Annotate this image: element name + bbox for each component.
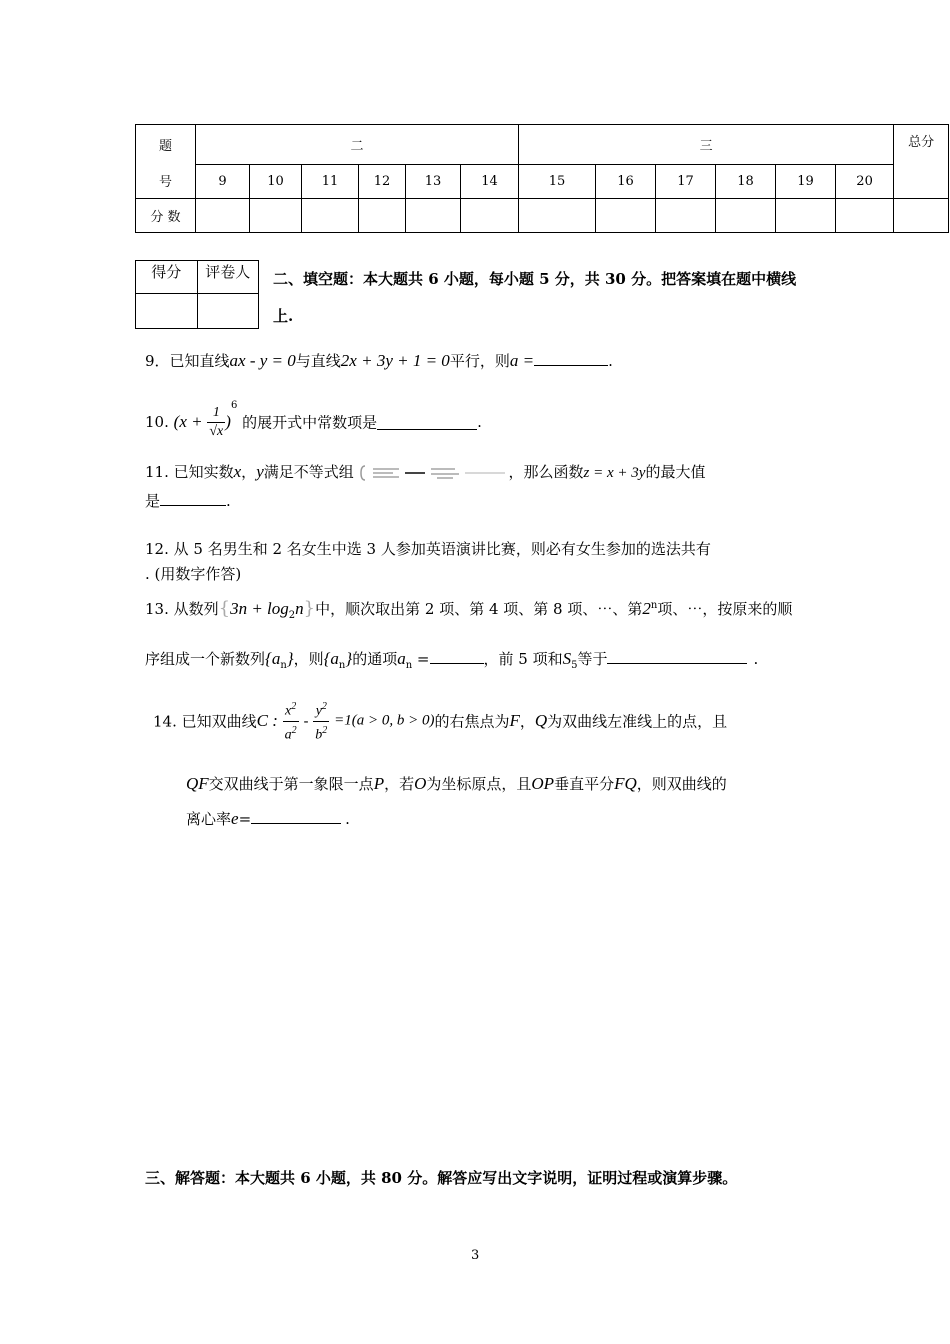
- q14-text3: 为双曲线左准线上的点，且: [547, 712, 728, 731]
- question-number: 13: [406, 164, 461, 198]
- q14-line2-c: 为坐标原点，且: [426, 775, 532, 793]
- q14-line3: 离心率: [186, 810, 232, 828]
- score-cell[interactable]: [596, 198, 656, 232]
- q9-end: .: [608, 352, 613, 370]
- grader-score-label: 得分: [136, 261, 198, 294]
- q14-b: b: [315, 727, 323, 743]
- question-number: 12: [359, 164, 406, 198]
- score-cell[interactable]: [359, 198, 406, 232]
- score-cell[interactable]: [302, 198, 359, 232]
- answer-blank[interactable]: [251, 809, 341, 824]
- grader-reviewer-cell[interactable]: [197, 294, 259, 329]
- q9-var: a =: [509, 351, 535, 370]
- answer-blank[interactable]: [534, 351, 608, 366]
- q14-C: C :: [256, 711, 278, 731]
- question-14: [153, 698, 727, 748]
- q13-seq: 3n + log: [230, 599, 289, 618]
- q11-prefix: 11. 已知实数: [145, 463, 234, 481]
- question-14-line3: [186, 808, 350, 829]
- score-label: 分 数: [136, 198, 196, 232]
- question-12-line2: . (用数字作答): [145, 565, 242, 583]
- q11-text2: ，那么函数: [508, 463, 584, 481]
- section2-heading-cont: 上.: [273, 307, 294, 325]
- q13-end: .: [753, 650, 759, 668]
- answer-blank[interactable]: [160, 491, 226, 506]
- q14-end: .: [345, 810, 350, 828]
- q13-text2: 项、⋯，按原来的顺: [657, 600, 793, 618]
- grader-score-cell[interactable]: [136, 294, 198, 329]
- q10-prefix: 10.: [145, 413, 169, 431]
- q11-x: x: [233, 462, 242, 481]
- q14-text2: ，: [519, 712, 535, 731]
- q14-line2-d: 垂直平分: [554, 775, 615, 793]
- question-number: 15: [519, 164, 596, 198]
- score-cell[interactable]: [656, 198, 716, 232]
- q14-minus: -: [303, 712, 309, 731]
- question-9: [145, 350, 613, 371]
- q10-exp: 6: [230, 400, 238, 411]
- question-number: 19: [776, 164, 836, 198]
- q11-sep: ，: [241, 463, 257, 481]
- q13-line2-f: 等于: [577, 650, 608, 668]
- question-number: 18: [716, 164, 776, 198]
- total-cell: [894, 164, 949, 198]
- q13-an-sub: n: [280, 660, 287, 671]
- q13-s5-sub: 5: [571, 660, 578, 671]
- q14-Q: Q: [534, 711, 548, 731]
- q14-frac-y: $\frac{y^2}{b^2}$: [313, 698, 329, 744]
- q9-expr1: ax - y = 0: [229, 351, 296, 370]
- q13-pow-base: 2: [642, 599, 651, 618]
- q14-line2-b: ，若: [384, 775, 415, 793]
- q14-y: y: [315, 703, 322, 719]
- q13-line2-a: 序组成一个新数列: [145, 650, 266, 668]
- question-number: 10: [250, 164, 302, 198]
- header-hao: 号: [136, 164, 196, 198]
- q10-x: x +: [179, 412, 203, 431]
- q11-text3: 的最大值: [645, 463, 706, 481]
- q9-mid: 与直线: [295, 352, 341, 370]
- question-number: 14: [461, 164, 519, 198]
- header-total: 总分: [894, 125, 949, 165]
- inequality-system-image: [359, 464, 509, 482]
- question-number: 9: [196, 164, 250, 198]
- q14-eq: =: [238, 810, 252, 828]
- total-score-cell[interactable]: [894, 198, 949, 232]
- q14-QF: QF: [186, 774, 209, 793]
- q14-a: a: [284, 727, 292, 743]
- q14-OP: OP: [531, 774, 555, 793]
- question-13-line2: 序组成一个新数列$\{a_n\}$，则$\{a_n\}$的通项$a_n$ = ，前 5 项和$S_5$等于 .: [145, 649, 759, 671]
- q13-log-base: 2: [288, 610, 296, 621]
- q10-end: .: [477, 413, 482, 431]
- header-section2: 二: [196, 125, 519, 165]
- section2-heading: 二、填空题：本大题共 6 小题，每小题 5 分，共 30 分。把答案填在题中横线: [273, 270, 797, 288]
- q11-line2-text: 是: [145, 492, 161, 510]
- q13-line2-c: 的通项: [352, 650, 398, 668]
- q14-O: O: [414, 774, 427, 793]
- q9-mid2: 平行，则: [449, 352, 510, 370]
- score-cell[interactable]: [519, 198, 596, 232]
- answer-blank[interactable]: [607, 649, 747, 664]
- q13-an-sub-3: n: [405, 660, 413, 671]
- question-number: 20: [836, 164, 894, 198]
- q14-FQ: FQ: [614, 774, 637, 793]
- score-cell[interactable]: [776, 198, 836, 232]
- score-cell[interactable]: [716, 198, 776, 232]
- score-cell[interactable]: [250, 198, 302, 232]
- q13-an-3: a: [397, 649, 406, 668]
- question-12: 12. 从 5 名男生和 2 名女生中选 3 人参加英语演讲比赛，则必有女生参加的选法共有: [145, 540, 711, 558]
- answer-blank[interactable]: [377, 415, 477, 430]
- q14-rest: =1(a > 0, b > 0): [334, 712, 435, 729]
- question-10: 10. (x + $\frac{1}{√x}$ )$^6$ 的展开式中常数项是 .: [145, 400, 482, 439]
- q14-P: P: [373, 774, 385, 793]
- q14-prefix: 14. 已知双曲线: [153, 712, 257, 731]
- question-number: 11: [302, 164, 359, 198]
- question-11: [145, 461, 705, 482]
- q11-y: y: [256, 462, 264, 481]
- question-13: 13. 从数列$\{3n + \log_2n\}$中，顺次取出第 2 项、第 4 项、第 8 项、⋯、第2$^n$项、⋯，按原来的顺: [145, 598, 793, 621]
- q13-line2-d: =: [412, 650, 430, 668]
- q11-end: .: [226, 492, 231, 510]
- q13-an-2: a: [330, 649, 339, 668]
- score-cell[interactable]: [196, 198, 250, 232]
- q13-prefix: 13. 从数列: [145, 600, 219, 618]
- q14-line2-e: ，则双曲线的: [636, 775, 727, 793]
- q14-x: x: [285, 703, 292, 719]
- q11-text1: 满足不等式组: [263, 463, 354, 481]
- answer-blank[interactable]: [430, 649, 484, 664]
- score-cell[interactable]: [836, 198, 894, 232]
- grader-reviewer-label: 评卷人: [197, 261, 259, 294]
- q13-an: a: [271, 649, 281, 668]
- q13-an-sub-2: n: [338, 660, 346, 671]
- score-cell[interactable]: [461, 198, 519, 232]
- header-section3: 三: [519, 125, 894, 165]
- header-ti: 题: [136, 125, 196, 165]
- question-number: 16: [596, 164, 656, 198]
- question-number: 17: [656, 164, 716, 198]
- q9-expr2: 2x + 3y + 1 = 0: [340, 351, 450, 370]
- q13-seq-end: n: [295, 599, 304, 618]
- score-table: [135, 124, 949, 233]
- q13-s5: S: [562, 649, 572, 668]
- score-cell[interactable]: [406, 198, 461, 232]
- q13-line2-e: ，前 5 项和: [483, 650, 563, 668]
- q10-text: 的展开式中常数项是: [242, 413, 378, 432]
- question-11-line2: [145, 490, 231, 511]
- q14-line2-a: 交双曲线于第一象限一点: [208, 775, 374, 793]
- question-14-line2: [186, 773, 727, 794]
- q14-F: F: [509, 711, 520, 731]
- section3-heading: 三、解答题：本大题共 6 小题，共 80 分。解答应写出文字说明，证明过程或演算步骤。: [145, 1169, 738, 1187]
- q13-text1: 中，顺次取出第 2 项、第 4 项、第 8 项、⋯、第: [315, 600, 643, 618]
- q14-text1: 的右焦点为: [434, 712, 510, 731]
- q11-function: z = x + 3y: [583, 465, 646, 481]
- q13-line2-b: ，则: [293, 650, 324, 668]
- q14-e: e: [231, 809, 239, 828]
- q13-pow-exp: n: [650, 600, 658, 611]
- grader-table: [135, 260, 259, 329]
- q10-fraction: $\frac{1}{√x}$: [209, 404, 224, 439]
- q14-frac-x: $\frac{x^2}{a^2}$: [283, 698, 299, 744]
- page-number: 3: [471, 1248, 480, 1263]
- q9-prefix: 9．已知直线: [145, 352, 230, 370]
